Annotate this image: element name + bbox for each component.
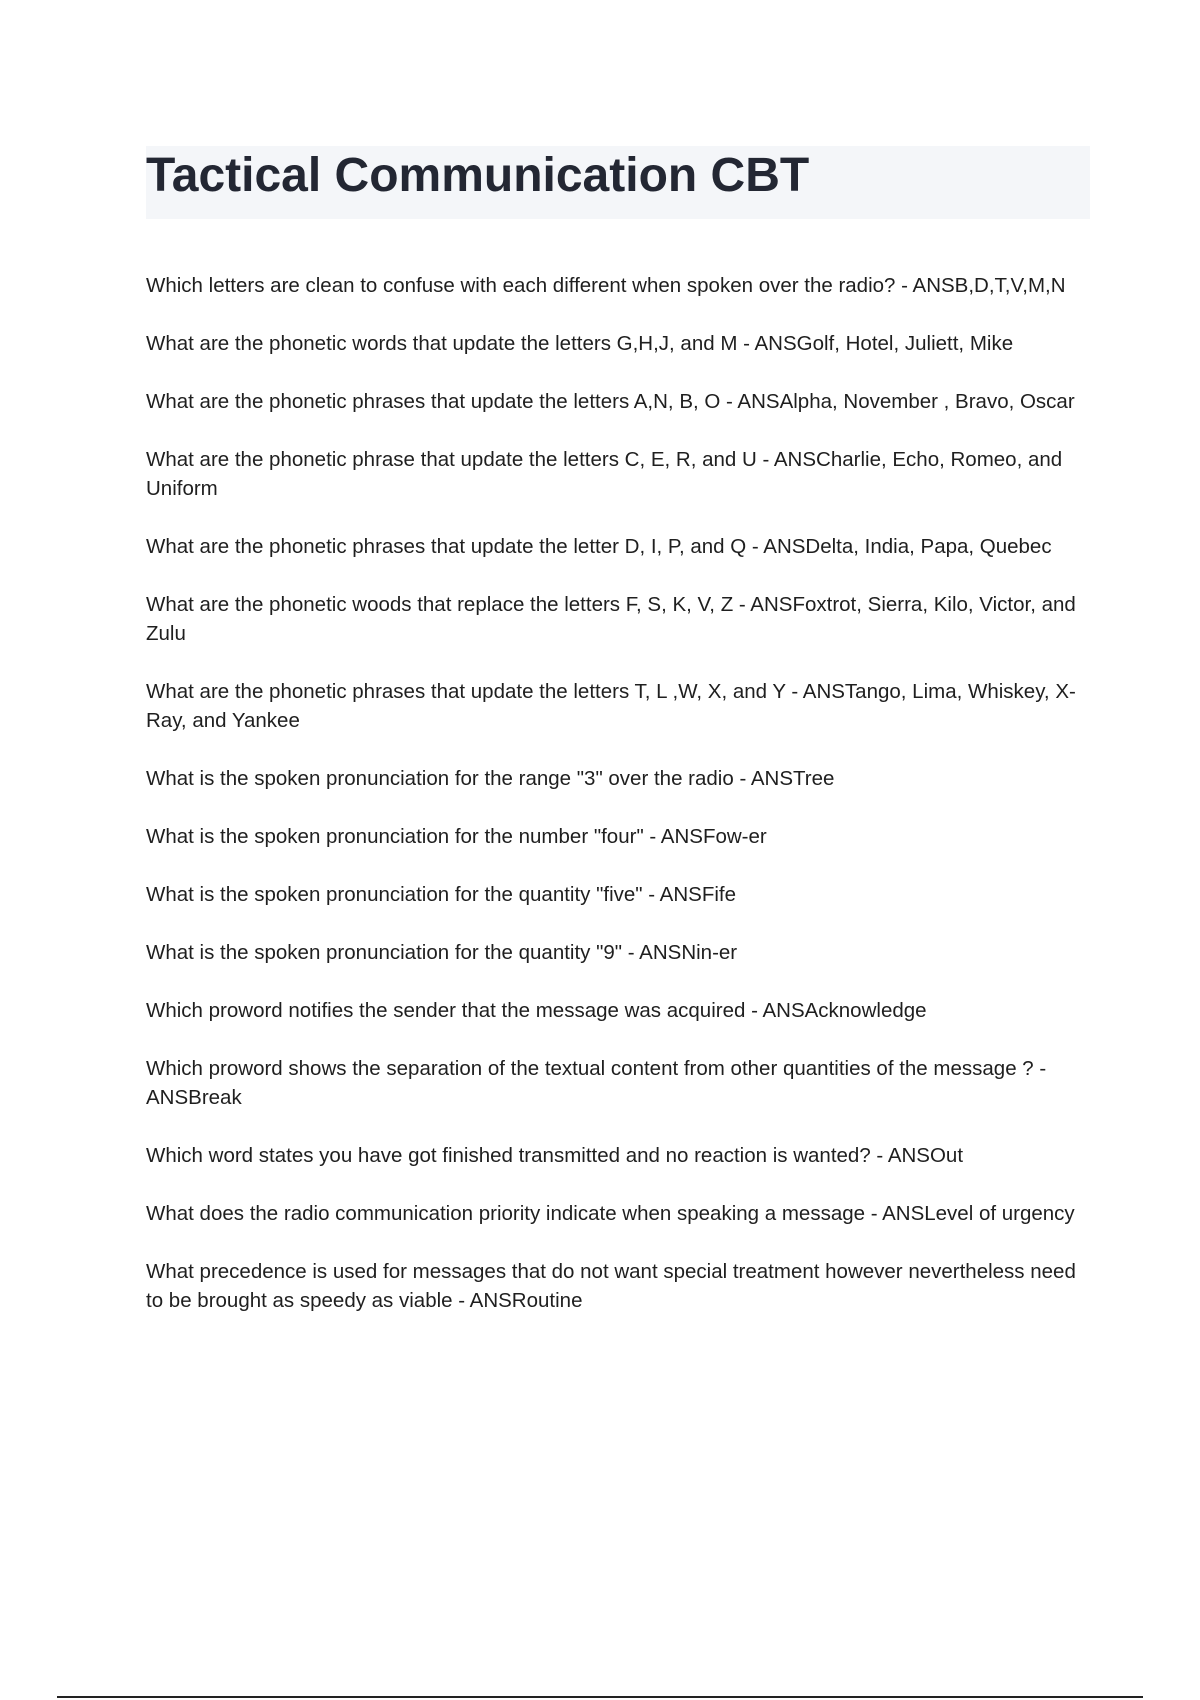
qa-list: [146, 271, 1090, 1344]
qa-item-1: Which letters are clean to confuse with each different when spoken over the radio? - ANSB,D,T,V,M,N: [146, 274, 1066, 297]
qa-item-10: What is the spoken pronunciation for the quantity "five" - ANSFife: [146, 883, 736, 906]
qa-item-3: What are the phonetic phrases that update the letters A,N, B, O - ANSAlpha, November , Bravo, Oscar: [146, 390, 1075, 413]
qa-item-9: What is the spoken pronunciation for the number "four" - ANSFow-er: [146, 825, 767, 848]
qa-item-4: What are the phonetic phrase that update the letters C, E, R, and U - ANSCharlie, Echo, Romeo, and Uniform: [146, 448, 1063, 500]
qa-item-7: What are the phonetic phrases that update the letters T, L ,W, X, and Y - ANSTango, Lima, Whiskey, X-Ray, and Yankee: [146, 680, 1076, 732]
qa-item-14: Which word states you have got finished transmitted and no reaction is wanted? - ANSOut: [146, 1144, 964, 1167]
qa-item-5: What are the phonetic phrases that update the letter D, I, P, and Q - ANSDelta, India, Papa, Quebec: [146, 535, 1052, 558]
page-bottom-divider: [57, 1696, 1143, 1698]
qa-item-11: What is the spoken pronunciation for the quantity "9" - ANSNin-er: [146, 941, 738, 964]
qa-item-8: What is the spoken pronunciation for the range "3" over the radio - ANSTree: [146, 767, 835, 790]
qa-item-2: What are the phonetic words that update the letters G,H,J, and M - ANSGolf, Hotel, Juliett, Mike: [146, 332, 1014, 355]
qa-item-6: What are the phonetic woods that replace the letters F, S, K, V, Z - ANSFoxtrot, Sierra, Kilo, Victor, and Zulu: [146, 593, 1076, 645]
qa-item-12: Which proword notifies the sender that the message was acquired - ANSAcknowledge: [146, 999, 927, 1022]
qa-item-13: Which proword shows the separation of the textual content from other quantities of the message ? - ANSBreak: [146, 1057, 1047, 1109]
qa-item-15: What does the radio communication priority indicate when speaking a message - ANSLevel of urgency: [146, 1202, 1075, 1225]
title-banner: [146, 146, 1090, 219]
qa-item-16: What precedence is used for messages that do not want special treatment however nevertheless need to be brought as speedy as viable - ANSRoutine: [146, 1260, 1076, 1312]
page-title: Tactical Communication CBT: [146, 149, 810, 202]
